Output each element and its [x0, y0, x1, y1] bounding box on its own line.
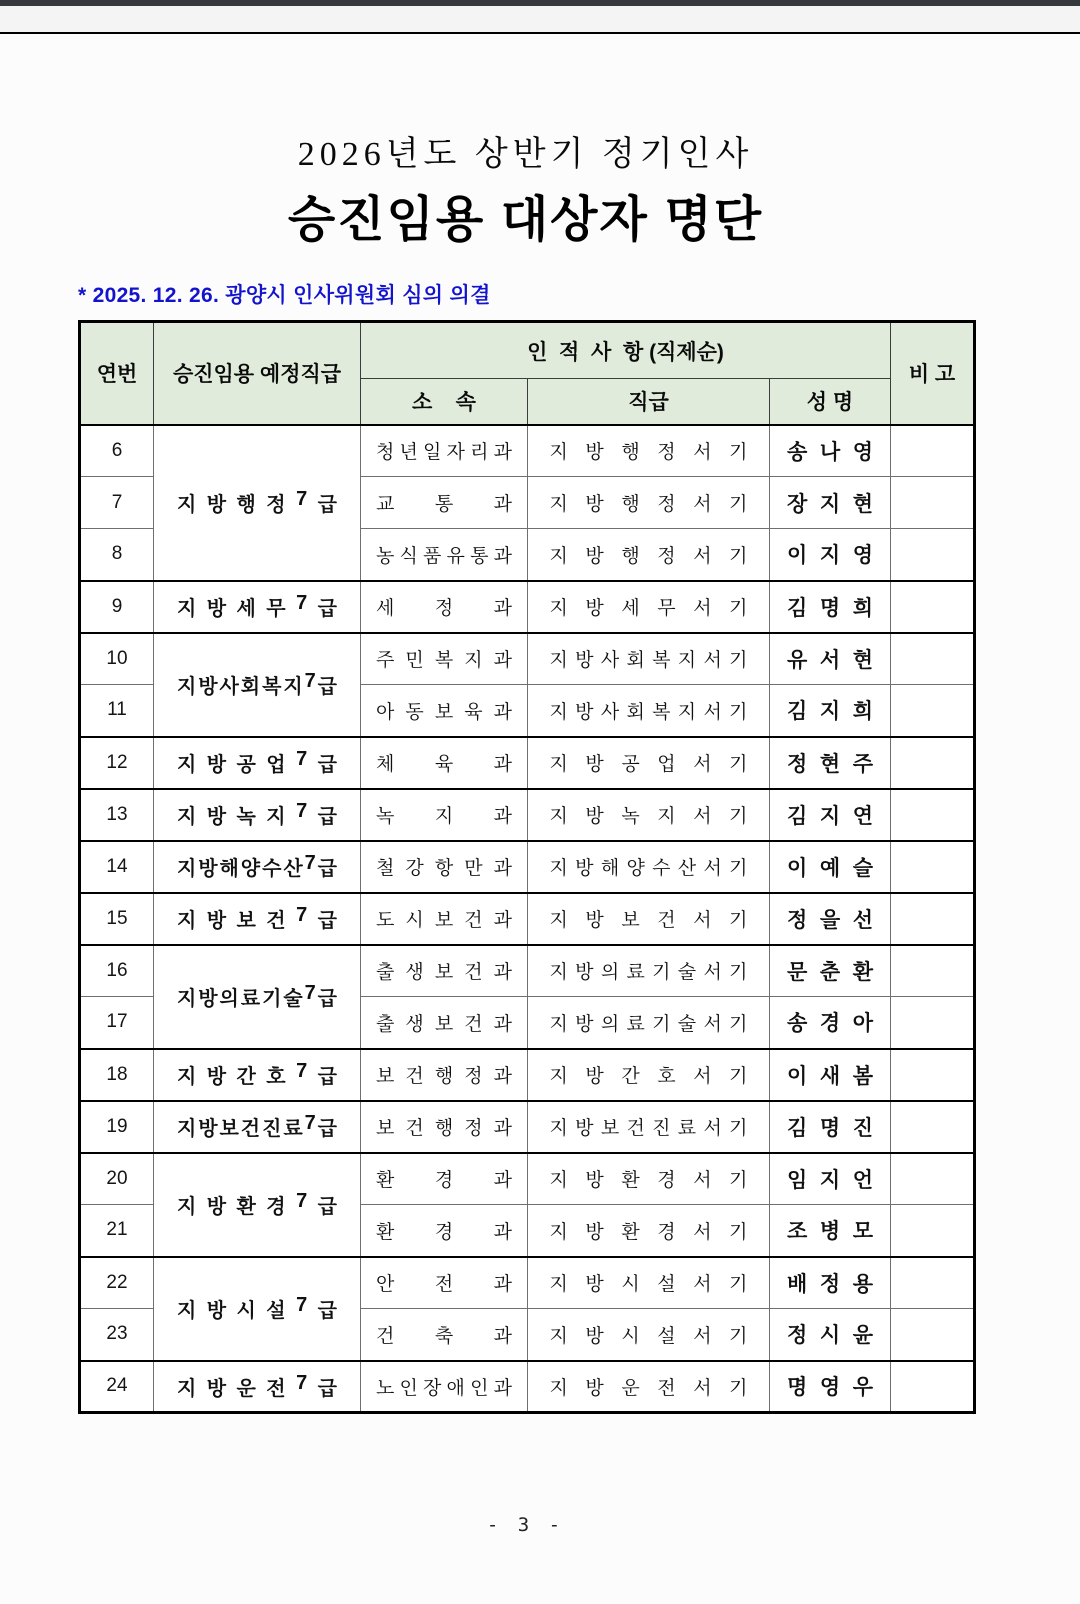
cell-position — [154, 581, 361, 633]
position-text: 지 방 의 료 기 술 7 급 — [177, 982, 337, 1010]
cell-dept — [361, 1257, 528, 1309]
cell-position — [154, 1361, 361, 1413]
cell-name — [770, 893, 891, 945]
cell-remark — [891, 1101, 975, 1153]
cell-no: 18 — [80, 1049, 154, 1101]
cell-name — [770, 1257, 891, 1309]
cell-remark — [891, 1049, 975, 1101]
cell-remark — [891, 1309, 975, 1361]
cell-no: 19 — [80, 1101, 154, 1153]
cell-dept — [361, 945, 528, 997]
dept-text: 노 인 장 애 인 과 — [376, 1377, 512, 1399]
cell-no: 23 — [80, 1309, 154, 1361]
table-header — [80, 322, 975, 425]
name-text: 송 나 영 — [787, 440, 873, 464]
cell-rank — [528, 841, 770, 893]
cell-name — [770, 685, 891, 737]
dept-text: 환 경 과 — [376, 1170, 512, 1192]
cell-position — [154, 841, 361, 893]
dept-text: 주 민 복 지 과 — [376, 650, 512, 672]
table-row — [80, 1049, 975, 1101]
rank-text: 지 방 세 무 서 기 — [549, 598, 748, 619]
cell-position — [154, 1101, 361, 1153]
cell-name — [770, 1101, 891, 1153]
cell-no: 6 — [80, 425, 154, 477]
rank-text: 지 방 보 건 서 기 — [549, 910, 748, 931]
cell-rank — [528, 737, 770, 789]
rank-text: 지 방 공 업 서 기 — [549, 754, 748, 775]
table-row — [80, 945, 975, 997]
rank-text: 지 방 환 경 서 기 — [549, 1221, 748, 1243]
position-text: 지 방 운 전 7 급 — [177, 1371, 337, 1400]
name-text: 김 명 희 — [787, 596, 873, 620]
position-text: 지 방 공 업 7 급 — [177, 748, 337, 776]
name-text: 이 예 슬 — [787, 856, 873, 880]
dept-text: 청 년 일 자 리 과 — [376, 442, 512, 464]
header-remark: 비 고 — [891, 322, 975, 425]
cell-name — [770, 841, 891, 893]
cell-dept — [361, 1205, 528, 1257]
name-text: 정 을 선 — [787, 908, 873, 932]
cell-no: 16 — [80, 945, 154, 997]
rank-text: 지 방 시 설 서 기 — [549, 1274, 748, 1296]
rank-text: 지 방 시 설 서 기 — [549, 1325, 748, 1347]
cell-name — [770, 581, 891, 633]
page-top-margin-strip — [0, 6, 1080, 34]
rank-text: 지 방 운 전 서 기 — [549, 1377, 748, 1399]
cell-rank — [528, 477, 770, 529]
position-text: 지 방 해 양 수 산 7 급 — [177, 852, 337, 880]
position-text: 지 방 환 경 7 급 — [177, 1190, 337, 1218]
cell-dept — [361, 1049, 528, 1101]
name-text: 정 시 윤 — [787, 1324, 873, 1348]
cell-remark — [891, 685, 975, 737]
cell-position — [154, 1153, 361, 1257]
cell-rank — [528, 789, 770, 841]
cell-name — [770, 425, 891, 477]
table-row — [80, 737, 975, 789]
cell-remark — [891, 893, 975, 945]
header-no: 연번 — [80, 322, 154, 425]
cell-no: 14 — [80, 841, 154, 893]
header-personal-info: 인 적 사 항 (직제순) — [361, 322, 891, 379]
cell-position — [154, 633, 361, 737]
cell-remark — [891, 997, 975, 1049]
cell-no: 17 — [80, 997, 154, 1049]
document-page — [78, 126, 973, 1536]
cell-no: 12 — [80, 737, 154, 789]
cell-dept — [361, 789, 528, 841]
cell-name — [770, 633, 891, 685]
cell-rank — [528, 1309, 770, 1361]
cell-name — [770, 1049, 891, 1101]
cell-dept — [361, 737, 528, 789]
cell-no: 11 — [80, 685, 154, 737]
name-text: 문 춘 환 — [787, 960, 873, 984]
cell-rank — [528, 1361, 770, 1413]
dept-text: 세 정 과 — [376, 598, 512, 619]
cell-name — [770, 477, 891, 529]
dept-text: 건 축 과 — [376, 1325, 512, 1347]
rank-text: 지 방 행 정 서 기 — [549, 442, 748, 464]
cell-rank — [528, 425, 770, 477]
table-row — [80, 1257, 975, 1309]
dept-text: 교 통 과 — [376, 494, 512, 515]
position-text: 지 방 사 회 복 지 7 급 — [177, 670, 337, 698]
rank-text: 지 방 의 료 기 술 서 기 — [549, 1013, 748, 1035]
table-row — [80, 633, 975, 685]
cell-remark — [891, 789, 975, 841]
dept-text: 철 강 항 만 과 — [376, 858, 512, 879]
header-dept: 소 속 — [361, 379, 528, 425]
cell-no: 8 — [80, 529, 154, 581]
cell-name — [770, 1361, 891, 1413]
table-row — [80, 841, 975, 893]
cell-dept — [361, 1101, 528, 1153]
name-text: 김 지 희 — [787, 700, 873, 724]
cell-dept — [361, 633, 528, 685]
cell-rank — [528, 529, 770, 581]
cell-name — [770, 945, 891, 997]
position-text: 지 방 세 무 7 급 — [177, 592, 337, 620]
name-text: 임 지 언 — [787, 1168, 873, 1192]
table-row — [80, 1101, 975, 1153]
cell-rank — [528, 581, 770, 633]
cell-rank — [528, 1153, 770, 1205]
cell-remark — [891, 1153, 975, 1205]
name-text: 배 정 용 — [787, 1272, 873, 1296]
name-text: 장 지 현 — [787, 492, 873, 516]
cell-no: 10 — [80, 633, 154, 685]
cell-dept — [361, 841, 528, 893]
header-rank: 직급 — [528, 379, 770, 425]
cell-name — [770, 997, 891, 1049]
cell-position — [154, 737, 361, 789]
cell-dept — [361, 685, 528, 737]
cell-rank — [528, 997, 770, 1049]
cell-no: 24 — [80, 1361, 154, 1413]
rank-text: 지 방 의 료 기 술 서 기 — [549, 962, 748, 984]
cell-position — [154, 945, 361, 1049]
cell-remark — [891, 633, 975, 685]
name-text: 유 서 현 — [787, 648, 873, 672]
table-body — [80, 425, 975, 1413]
cell-rank — [528, 633, 770, 685]
cell-remark — [891, 945, 975, 997]
position-text: 지 방 보 건 7 급 — [177, 904, 337, 932]
cell-no: 9 — [80, 581, 154, 633]
position-text: 지 방 시 설 7 급 — [177, 1294, 337, 1322]
promotion-roster-table — [78, 320, 976, 1414]
table-row — [80, 789, 975, 841]
dept-text: 아 동 보 육 과 — [376, 701, 512, 723]
table-row — [80, 1153, 975, 1205]
rank-text: 지 방 녹 지 서 기 — [549, 806, 748, 827]
rank-text: 지 방 사 회 복 지 서 기 — [549, 701, 748, 723]
rank-text: 지 방 환 경 서 기 — [549, 1170, 748, 1192]
cell-remark — [891, 1257, 975, 1309]
table-row — [80, 581, 975, 633]
dept-text: 출 생 보 건 과 — [376, 1013, 512, 1035]
cell-dept — [361, 1309, 528, 1361]
name-text: 송 경 아 — [787, 1012, 873, 1036]
cell-remark — [891, 1205, 975, 1257]
name-text: 조 병 모 — [787, 1220, 873, 1244]
rank-text: 지 방 행 정 서 기 — [549, 494, 748, 515]
header-position: 승진임용 예정직급 — [154, 322, 361, 425]
cell-remark — [891, 1361, 975, 1413]
cell-rank — [528, 1205, 770, 1257]
cell-rank — [528, 945, 770, 997]
cell-no: 22 — [80, 1257, 154, 1309]
table-row — [80, 425, 975, 477]
header-row-1 — [80, 322, 975, 379]
cell-rank — [528, 1257, 770, 1309]
cell-no: 13 — [80, 789, 154, 841]
cell-dept — [361, 1361, 528, 1413]
cell-no: 7 — [80, 477, 154, 529]
cell-remark — [891, 841, 975, 893]
cell-position — [154, 789, 361, 841]
cell-name — [770, 1309, 891, 1361]
cell-rank — [528, 685, 770, 737]
dept-text: 안 전 과 — [376, 1274, 512, 1296]
dept-text: 체 육 과 — [376, 754, 512, 775]
name-text: 이 새 봄 — [787, 1064, 873, 1088]
table-row — [80, 1361, 975, 1413]
cell-remark — [891, 581, 975, 633]
cell-name — [770, 1205, 891, 1257]
dept-text: 보 건 행 정 과 — [376, 1118, 512, 1139]
rank-text: 지 방 해 양 수 산 서 기 — [549, 858, 748, 879]
cell-no: 21 — [80, 1205, 154, 1257]
table-row — [80, 893, 975, 945]
rank-text: 지 방 사 회 복 지 서 기 — [549, 650, 748, 672]
cell-name — [770, 737, 891, 789]
document-subtitle: 2026년도 상반기 정기인사 — [297, 136, 754, 173]
name-text: 김 지 연 — [787, 804, 873, 828]
dept-text: 환 경 과 — [376, 1221, 512, 1243]
cell-remark — [891, 425, 975, 477]
position-text: 지 방 행 정 7 급 — [177, 488, 337, 516]
cell-dept — [361, 1153, 528, 1205]
cell-dept — [361, 893, 528, 945]
cell-remark — [891, 477, 975, 529]
name-text: 이 지 영 — [787, 544, 873, 568]
position-text: 지 방 녹 지 7 급 — [177, 800, 337, 828]
dept-text: 녹 지 과 — [376, 806, 512, 827]
cell-remark — [891, 529, 975, 581]
dept-text: 도 시 보 건 과 — [376, 910, 512, 931]
dept-text: 보 건 행 정 과 — [376, 1066, 512, 1087]
cell-dept — [361, 425, 528, 477]
name-text: 명 영 우 — [787, 1376, 873, 1400]
cell-no: 20 — [80, 1153, 154, 1205]
rank-text: 지 방 보 건 진 료 서 기 — [549, 1118, 748, 1139]
cell-rank — [528, 1101, 770, 1153]
cell-dept — [361, 477, 528, 529]
cell-remark — [891, 737, 975, 789]
page-title: 승진임용 대상자 명단 — [287, 193, 764, 247]
rank-text: 지 방 간 호 서 기 — [549, 1066, 748, 1087]
name-text: 김 명 진 — [787, 1116, 873, 1140]
cell-name — [770, 1153, 891, 1205]
cell-dept — [361, 581, 528, 633]
cell-name — [770, 529, 891, 581]
position-text: 지 방 보 건 진 료 7 급 — [177, 1112, 337, 1140]
cell-no: 15 — [80, 893, 154, 945]
cell-rank — [528, 893, 770, 945]
committee-note: * 2025. 12. 26. 광양시 인사위원회 심의 의결 — [78, 284, 491, 307]
cell-dept — [361, 529, 528, 581]
page-number: - 3 - — [486, 1514, 565, 1536]
cell-rank — [528, 1049, 770, 1101]
header-name: 성 명 — [770, 379, 891, 425]
position-text: 지 방 간 호 7 급 — [177, 1060, 337, 1088]
cell-name — [770, 789, 891, 841]
dept-text: 출 생 보 건 과 — [376, 962, 512, 984]
dept-text: 농 식 품 유 통 과 — [376, 545, 512, 567]
cell-position — [154, 1049, 361, 1101]
cell-dept — [361, 997, 528, 1049]
cell-position — [154, 1257, 361, 1361]
cell-position — [154, 893, 361, 945]
cell-position — [154, 425, 361, 581]
rank-text: 지 방 행 정 서 기 — [549, 545, 748, 567]
name-text: 정 현 주 — [787, 752, 873, 776]
